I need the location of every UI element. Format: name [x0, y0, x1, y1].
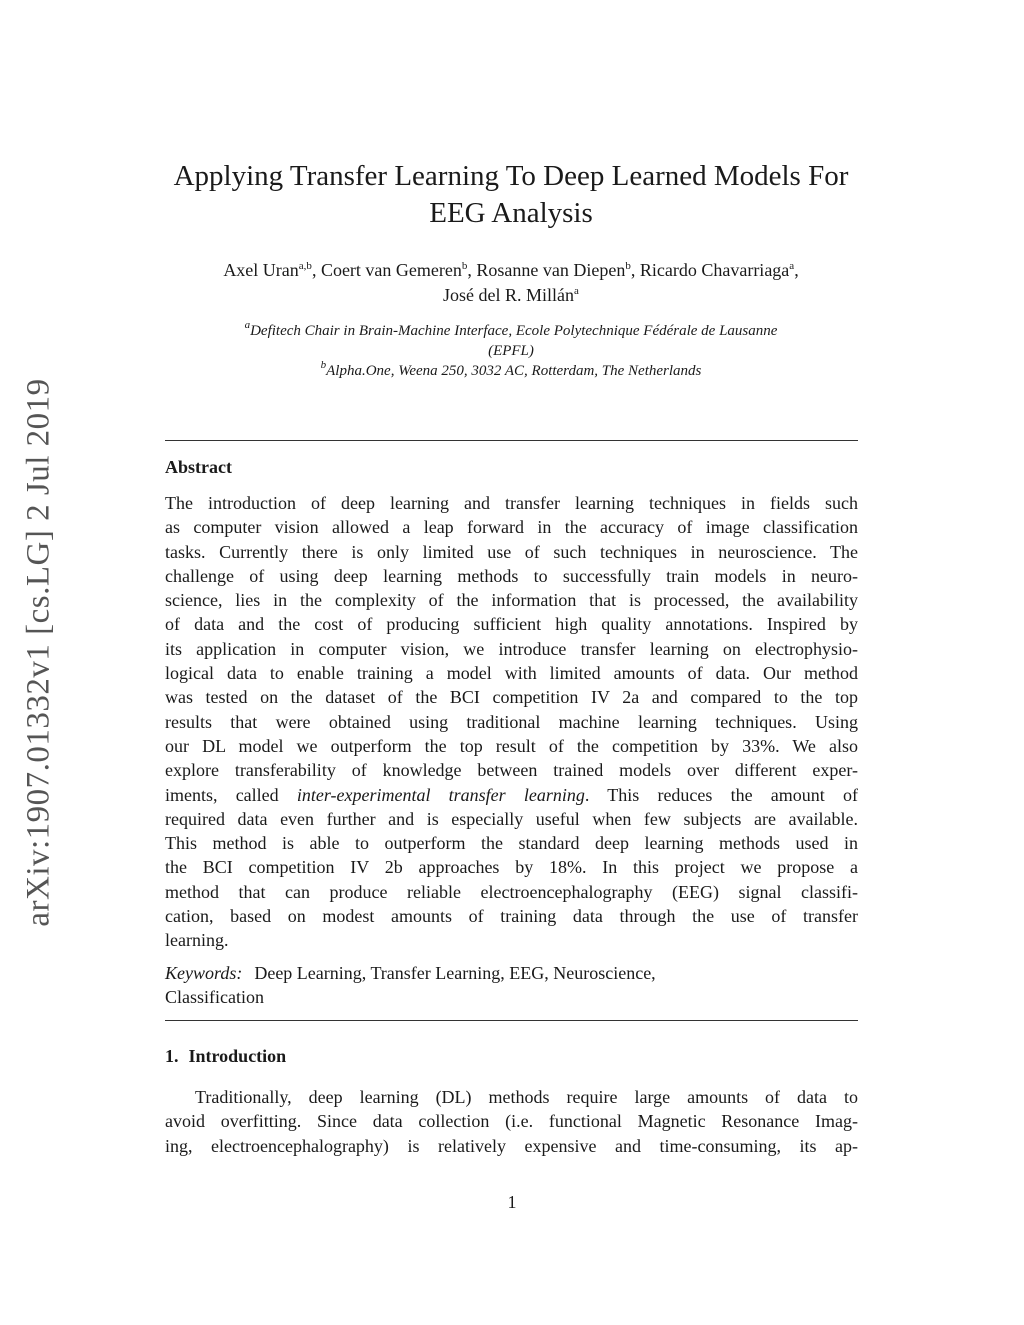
affiliations — [150, 321, 872, 381]
arxiv-side-stamp — [8, 375, 70, 930]
section-heading-introduction — [165, 1046, 286, 1067]
author-list — [150, 258, 872, 308]
affiliation-text: Alpha.One, Weena 250, 3032 AC, Rotterdam, The Netherlands — [326, 363, 702, 379]
abstract-fragment: iments, called — [165, 784, 297, 805]
affiliation-mark: b — [320, 359, 327, 371]
author-affil-mark: a — [789, 260, 795, 272]
abstract-line: The introduction of deep learning and transfer learning techniques in fields such — [165, 493, 858, 513]
author-separator: , — [794, 260, 799, 280]
abstract-top-rule — [165, 440, 858, 441]
title-line-1: Applying Transfer Learning To Deep Learned Models For — [173, 160, 849, 192]
abstract-line: learning. — [165, 930, 229, 951]
abstract-line: as computer vision allowed a leap forward in the accuracy of image classification — [165, 517, 858, 538]
author-affil-mark: a,b — [298, 260, 312, 272]
abstract-line: cation, based on modest amounts of training data through the use of transfer — [165, 906, 858, 927]
author-name: José del R. Millán — [443, 285, 575, 305]
section-title: Introduction — [188, 1046, 287, 1066]
keywords-list: Deep Learning, Transfer Learning, EEG, Neuroscience, — [254, 963, 656, 983]
abstract-fragment: . This reduces the amount of — [584, 784, 858, 805]
page-number: 1 — [507, 1192, 517, 1212]
author-affil-mark: a — [574, 285, 579, 297]
section-number: 1. — [165, 1046, 179, 1066]
abstract-text — [165, 491, 858, 953]
abstract-line: tasks. Currently there is only limited use of such techniques in neuroscience. The — [165, 541, 858, 562]
keywords-label: Keywords: — [165, 963, 243, 983]
emphasized-term: inter-experimental transfer learning — [296, 784, 585, 805]
keywords — [165, 961, 858, 1009]
abstract-line: its application in computer vision, we introduce transfer learning on electrophysio- — [165, 638, 858, 659]
abstract-heading: Abstract — [165, 457, 232, 477]
paper-title — [150, 158, 872, 232]
affiliation-b — [150, 361, 872, 381]
introduction-text — [165, 1085, 858, 1158]
keywords-line-1 — [165, 961, 858, 985]
author-line-1 — [150, 258, 872, 283]
author-name: Axel Uran — [223, 260, 299, 280]
author-affil-mark: b — [625, 260, 631, 272]
abstract-line: of data and the cost of producing sufficient high quality annotations. Inspired by — [165, 614, 858, 635]
abstract-line: required data even further and is especially useful when few subjects are available. — [165, 808, 858, 829]
author-affil-mark: b — [461, 260, 468, 272]
author-line-2 — [150, 283, 872, 308]
affiliation-a — [150, 321, 872, 341]
affiliation-mark: a — [244, 319, 251, 331]
abstract-line: This method is able to outperform the standard deep learning methods used in — [165, 833, 858, 854]
author-name: , Coert van Gemeren — [311, 260, 462, 280]
abstract-line-with-term — [165, 783, 858, 807]
abstract-line: our DL model we outperform the top result of the competition by 33%. We also — [165, 735, 858, 756]
intro-line: Traditionally, deep learning (DL) methods require large amounts of data to — [195, 1087, 858, 1107]
abstract-line: was tested on the dataset of the BCI competition IV 2a and compared to the top — [165, 687, 858, 708]
abstract-line: challenge of using deep learning methods to successfully train models in neuro- — [165, 565, 858, 586]
abstract-line: method that can produce reliable electroencephalography (EEG) signal classifi- — [165, 881, 858, 902]
abstract-line: explore transferability of knowledge between trained models over different exper- — [165, 760, 858, 781]
abstract-line: the BCI competition IV 2b approaches by 18%. In this project we propose a — [165, 857, 858, 878]
title-line-2: EEG Analysis — [429, 197, 593, 229]
affiliation-text: Defitech Chair in Brain-Machine Interface, Ecole Polytechnique Fédérale de Lausanne — [250, 323, 778, 339]
keywords-line-2: Classification — [165, 987, 264, 1007]
abstract-line: logical data to enable training a model with limited amounts of data. Our method — [165, 663, 858, 684]
affiliation-a-continued: (EPFL) — [488, 343, 534, 359]
intro-line: avoid overfitting. Since data collection (i.e. functional Magnetic Resonance Imag- — [165, 1111, 858, 1132]
author-name: , Ricardo Chavarriaga — [630, 260, 790, 280]
abstract-line: results that were obtained using traditional machine learning techniques. Using — [165, 711, 858, 732]
abstract-bottom-rule — [165, 1020, 858, 1021]
arxiv-identifier: arXiv:1907.01332v1 [cs.LG] 2 Jul 2019 — [20, 378, 57, 927]
abstract-line: science, lies in the complexity of the information that is processed, the availability — [165, 590, 858, 611]
intro-line: ing, electroencephalography) is relatively expensive and time-consuming, its ap- — [165, 1135, 858, 1156]
author-name: , Rosanne van Diepen — [467, 260, 626, 280]
